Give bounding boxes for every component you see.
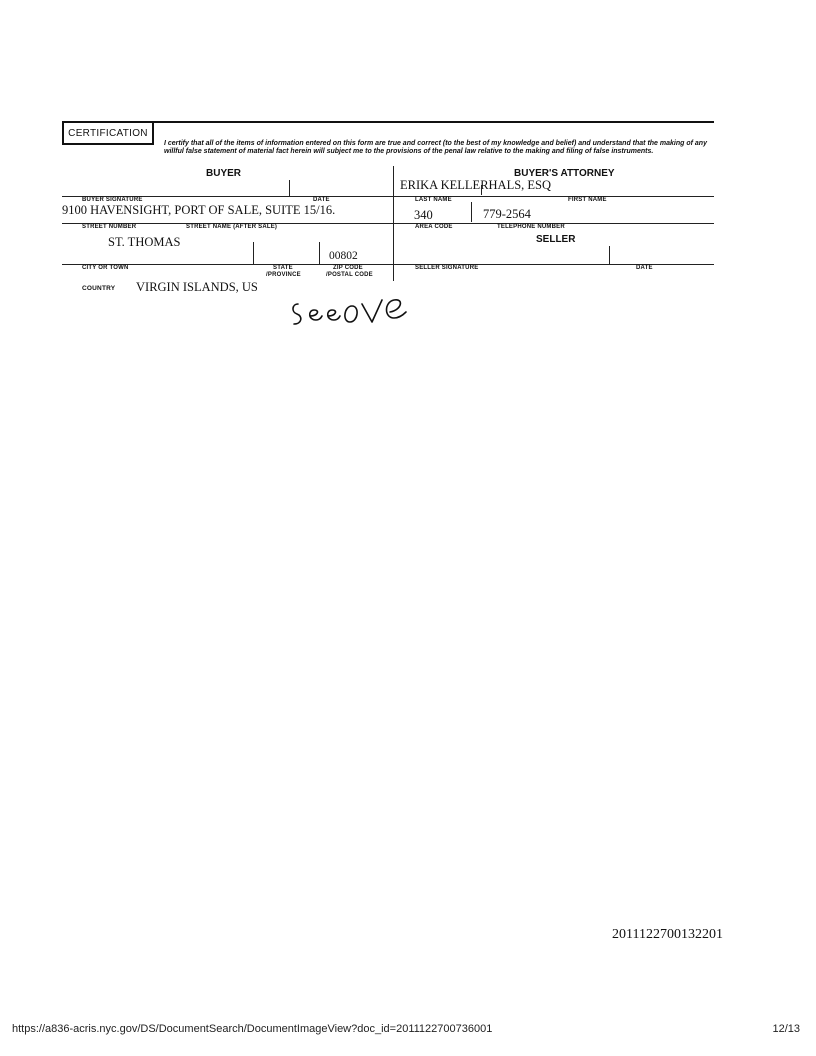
buyer-street-name-label: STREET NAME (AFTER SALE): [186, 224, 278, 230]
buyer-signature-tick: [289, 180, 290, 196]
footer-page-number: 12/13: [772, 1023, 800, 1035]
seller-signature-label: SELLER SIGNATURE: [415, 265, 479, 271]
attorney-phone: 779-2564: [483, 207, 531, 221]
buyer-signature-label: BUYER SIGNATURE: [82, 197, 143, 203]
attorney-telephone-label: TELEPHONE NUMBER: [497, 224, 565, 230]
attorney-area-code: 340: [414, 208, 433, 222]
certification-statement: I certify that all of the items of information entered on this form are true and correct (to the best of my knowledge and belief) and understand that the making of any willful false statement of material fact herein will subject me to the provisions of the penal law relative to the making and filing of false instruments.: [164, 140, 707, 156]
buyer-street-number-label: STREET NUMBER: [82, 224, 137, 230]
buyer-country-label: COUNTRY: [82, 285, 116, 292]
buyer-zip-divider: [319, 242, 320, 264]
attorney-last-name-label: LAST NAME: [415, 197, 452, 203]
buyer-attorney-header: BUYER'S ATTORNEY: [514, 168, 615, 179]
buyer-zip-label: ZIP CODE: [333, 265, 363, 271]
buyer-zip: 00802: [329, 250, 358, 262]
buyer-street-address: 9100 HAVENSIGHT, PORT OF SALE, SUITE 15/16.: [62, 203, 336, 217]
seller-date-divider: [609, 246, 610, 264]
buyer-city-label: CITY OR TOWN: [82, 265, 129, 271]
buyer-state-divider: [253, 242, 254, 264]
attorney-area-code-label: AREA CODE: [415, 224, 453, 230]
attorney-first-name-label: FIRST NAME: [568, 197, 607, 203]
buyer-city: ST. THOMAS: [108, 235, 181, 249]
buyer-state-label: STATE: [273, 265, 293, 271]
buyer-date-label: DATE: [313, 197, 330, 203]
attorney-name: ERIKA KELLERHALS, ESQ: [400, 178, 552, 192]
buyer-header: BUYER: [206, 168, 242, 179]
attorney-phone-divider: [471, 202, 472, 222]
buyer-province-label: /PROVINCE: [266, 272, 301, 278]
buyer-country: VIRGIN ISLANDS, US: [136, 280, 258, 294]
document-number: 2011122700132201: [612, 927, 723, 942]
certification-label: CERTIFICATION: [68, 127, 148, 139]
certification-top-rule: [62, 121, 714, 123]
seller-date-label: DATE: [636, 265, 653, 271]
footer-url[interactable]: https://a836-acris.nyc.gov/DS/DocumentSearch/DocumentImageView?doc_id=2011122700736001: [12, 1023, 493, 1035]
buyer-postal-label: /POSTAL CODE: [326, 272, 373, 278]
certification-label-box: [62, 121, 154, 145]
seller-header: SELLER: [536, 234, 576, 245]
handwritten-see-above-mark: [288, 292, 428, 332]
attorney-name-tick: [481, 185, 482, 195]
